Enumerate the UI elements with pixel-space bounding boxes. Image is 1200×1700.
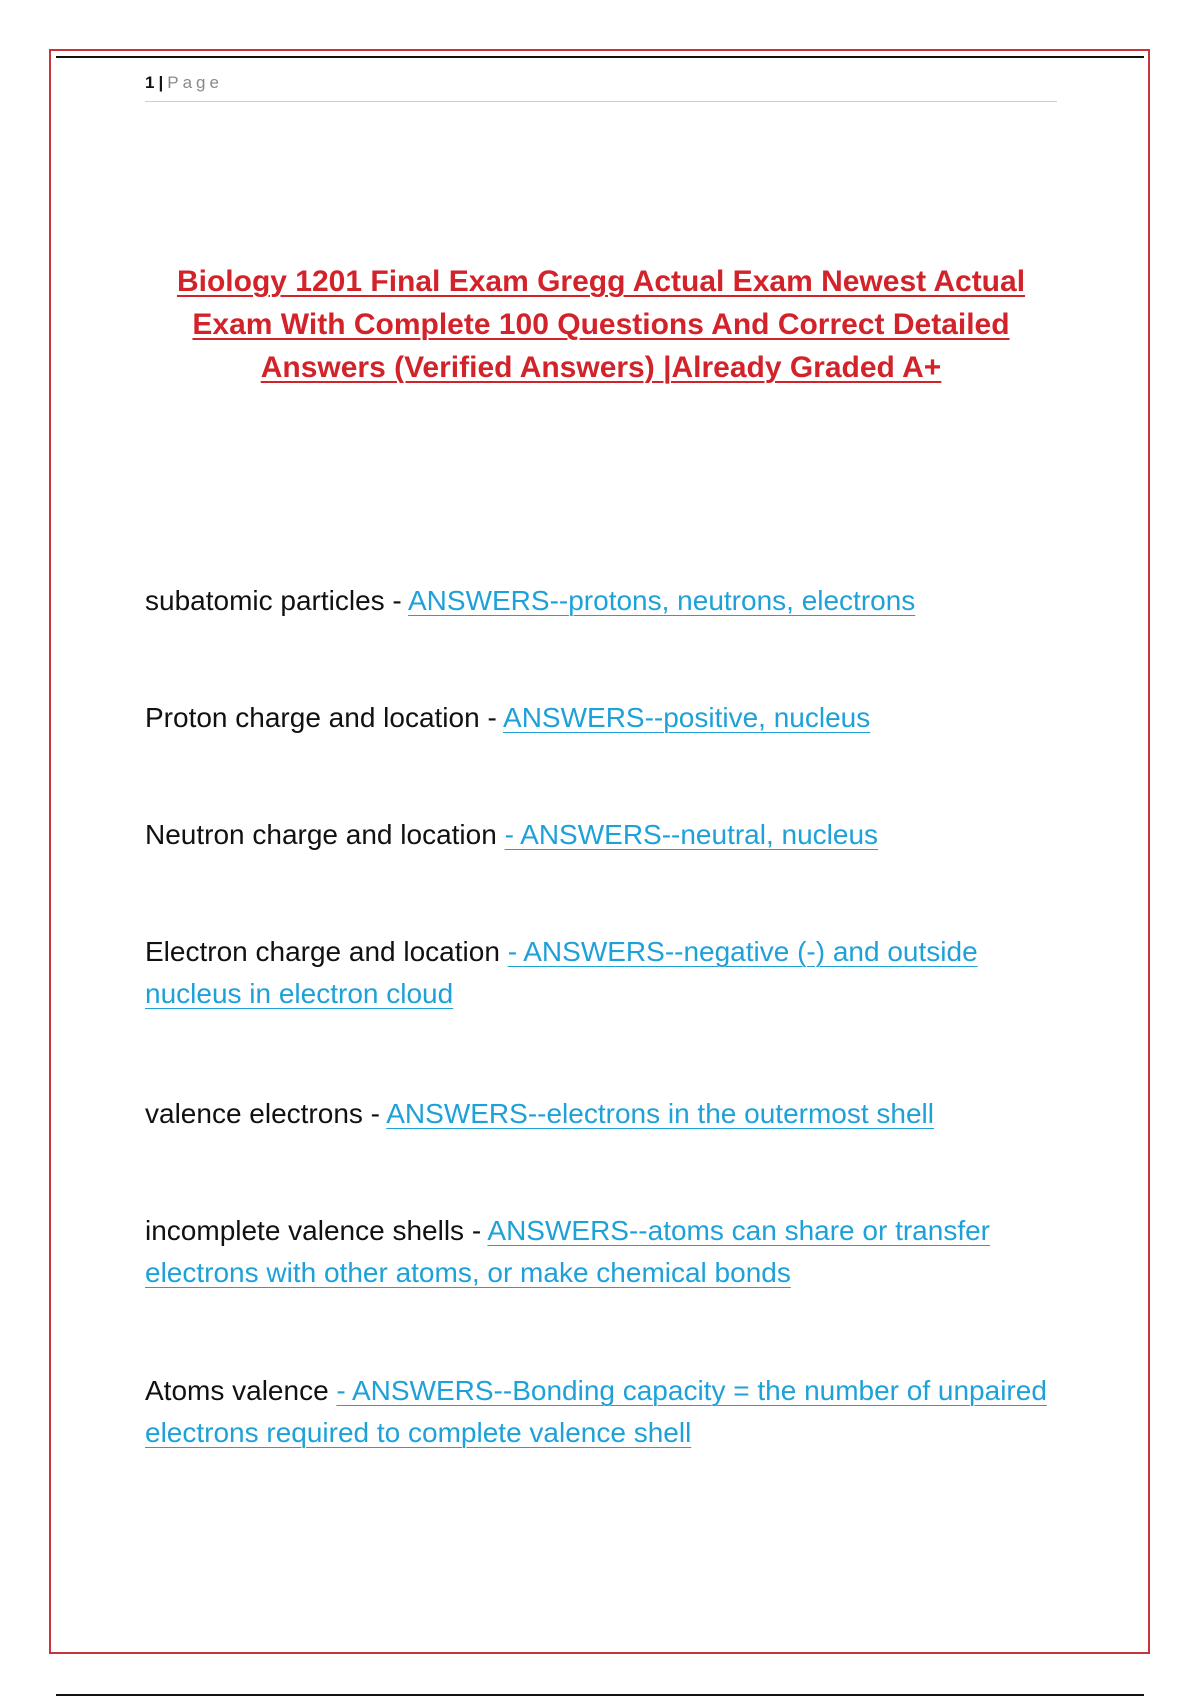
qa-item	[145, 931, 1057, 1015]
answer-link[interactable]: - ANSWERS--neutral, nucleus	[504, 819, 879, 850]
qa-item	[145, 1093, 1057, 1135]
answer-link[interactable]: ANSWERS--protons, neutrons, electrons	[408, 585, 916, 616]
page-label: Page	[167, 73, 223, 92]
question-text: Neutron charge and location	[145, 819, 505, 850]
question-text: incomplete valence shells -	[145, 1215, 488, 1246]
answer-link[interactable]: - ANSWERS--negative (-) and outside nucleus in electron cloud	[145, 936, 978, 1009]
question-text: valence electrons -	[145, 1098, 387, 1129]
answer-link[interactable]: - ANSWERS--Bonding capacity = the number of unpaired electrons required to complete valence shell	[145, 1375, 1047, 1448]
answer-link[interactable]: ANSWERS--positive, nucleus	[503, 702, 871, 733]
qa-item	[145, 697, 1057, 739]
page-header	[145, 72, 1057, 102]
document-title: Biology 1201 Final Exam Gregg Actual Exam Newest Actual Exam With Complete 100 Questions And Correct Detailed Answers (Verified Answers) |Already Graded A+	[176, 265, 1026, 384]
qa-item	[145, 580, 1057, 622]
qa-item	[145, 1370, 1057, 1454]
question-text: Proton charge and location -	[145, 702, 504, 733]
header-separator: |	[158, 73, 164, 92]
page-number: 1	[145, 73, 155, 92]
question-text: Electron charge and location	[145, 936, 508, 967]
answer-link[interactable]: ANSWERS--electrons in the outermost shell	[386, 1098, 934, 1129]
question-text: Atoms valence	[145, 1375, 337, 1406]
qa-item	[145, 814, 1057, 856]
top-rule	[56, 56, 1144, 58]
bottom-rule	[56, 1694, 1144, 1696]
qa-item	[145, 1210, 1057, 1294]
question-text: subatomic particles -	[145, 585, 408, 616]
answer-link[interactable]: ANSWERS--atoms can share or transfer electrons with other atoms, or make chemical bonds	[145, 1215, 990, 1288]
